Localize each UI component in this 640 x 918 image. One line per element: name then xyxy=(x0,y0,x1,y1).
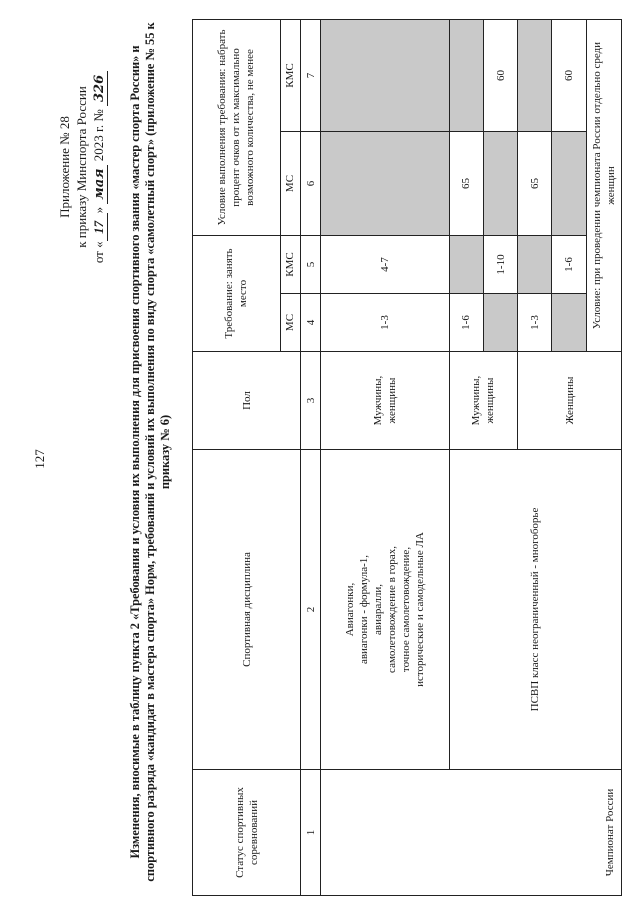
pct-kms-cell: 60 xyxy=(552,19,586,131)
place-ms-cell: 1-3 xyxy=(321,294,449,352)
order-number: 326 xyxy=(92,71,108,106)
pct-ms-cell xyxy=(552,132,586,236)
appendix-date-line xyxy=(90,26,108,308)
col-number: 1 xyxy=(301,770,321,896)
pct-kms-cell xyxy=(518,19,552,131)
date-month: мая xyxy=(92,165,108,204)
header-place-requirement: Требование: занять место xyxy=(193,236,281,352)
discipline-item: исторические и самодельные ЛА xyxy=(414,532,427,687)
place-kms-cell xyxy=(449,236,483,294)
sex-cell: Женщины xyxy=(518,352,622,450)
col-number: 4 xyxy=(301,294,321,352)
condition-note: Условие: при проведении чемпионата России отдельно среди женщин xyxy=(586,19,621,351)
table-row xyxy=(321,19,449,895)
appendix-order: к приказу Минспорта России xyxy=(74,86,89,248)
discipline-item: авиагонки - формула-1, xyxy=(358,554,371,665)
pct-ms-cell: 65 xyxy=(518,132,552,236)
place-kms-cell: 1-10 xyxy=(483,236,517,294)
place-kms-cell xyxy=(518,236,552,294)
discipline-cell: ПСВП класс неограниченный - многоборье xyxy=(449,450,621,770)
pct-ms-cell xyxy=(321,132,449,236)
discipline-item: Авиагонки, xyxy=(344,582,357,637)
status-cell: Чемпионат России xyxy=(321,770,622,896)
place-ms-cell: 1-6 xyxy=(449,294,483,352)
header-place-ms: МС xyxy=(280,294,300,352)
sex-cell: Мужчины, женщины xyxy=(449,352,517,450)
col-number: 2 xyxy=(301,450,321,770)
col-number: 3 xyxy=(301,352,321,450)
col-number: 7 xyxy=(301,19,321,131)
discipline-item: авиаралли, xyxy=(372,584,385,635)
requirements-table xyxy=(192,19,622,896)
header-percent-requirement: Условие выполнения требования: набрать процент очков от их максимально возможного количества, не менее xyxy=(193,19,281,235)
place-ms-cell xyxy=(552,294,586,352)
date-day: 17 xyxy=(90,213,108,241)
document-heading: Изменения, вносимые в таблицу пункта 2 «Требования и условия их выполнения для присвоения спортивного звания «мастер спорта России» и спортивного разряда «кандидат в мастера спорта» Норм, требований и условий их выполнения по виду спорта «самолетный спорт» (приложение № 55 к приказу № 6) xyxy=(128,22,172,882)
pct-ms-cell: 65 xyxy=(449,132,483,236)
col-number: 5 xyxy=(301,236,321,294)
header-place-kms: КМС xyxy=(280,236,300,294)
place-ms-cell: 1-3 xyxy=(518,294,552,352)
header-pct-kms: КМС xyxy=(280,19,300,131)
col-number: 6 xyxy=(301,132,321,236)
place-kms-cell: 1-6 xyxy=(552,236,586,294)
sex-cell: Мужчины, женщины xyxy=(321,352,449,450)
place-kms-cell: 4-7 xyxy=(321,236,449,294)
header-status: Статус спортивных соревнований xyxy=(193,770,301,896)
page-number: 127 xyxy=(32,449,47,469)
appendix-title: Приложение № 28 xyxy=(57,116,72,218)
pct-kms-cell: 60 xyxy=(483,19,517,131)
appendix-block xyxy=(56,26,108,308)
table-row xyxy=(449,19,483,895)
discipline-list xyxy=(321,450,449,770)
pct-kms-cell xyxy=(449,19,483,131)
header-sex: Пол xyxy=(193,352,301,450)
header-pct-ms: МС xyxy=(280,132,300,236)
discipline-item: точное самолетовождение, xyxy=(400,546,413,673)
date-mid: » xyxy=(91,206,106,214)
place-ms-cell xyxy=(483,294,517,352)
pct-ms-cell xyxy=(483,132,517,236)
date-year: 2023 г. № xyxy=(91,109,106,162)
date-prefix: от « xyxy=(91,241,106,264)
pct-kms-cell xyxy=(321,19,449,131)
header-discipline: Спортивная дисциплина xyxy=(193,450,301,770)
discipline-item: самолетовождение в горах, xyxy=(386,546,399,673)
